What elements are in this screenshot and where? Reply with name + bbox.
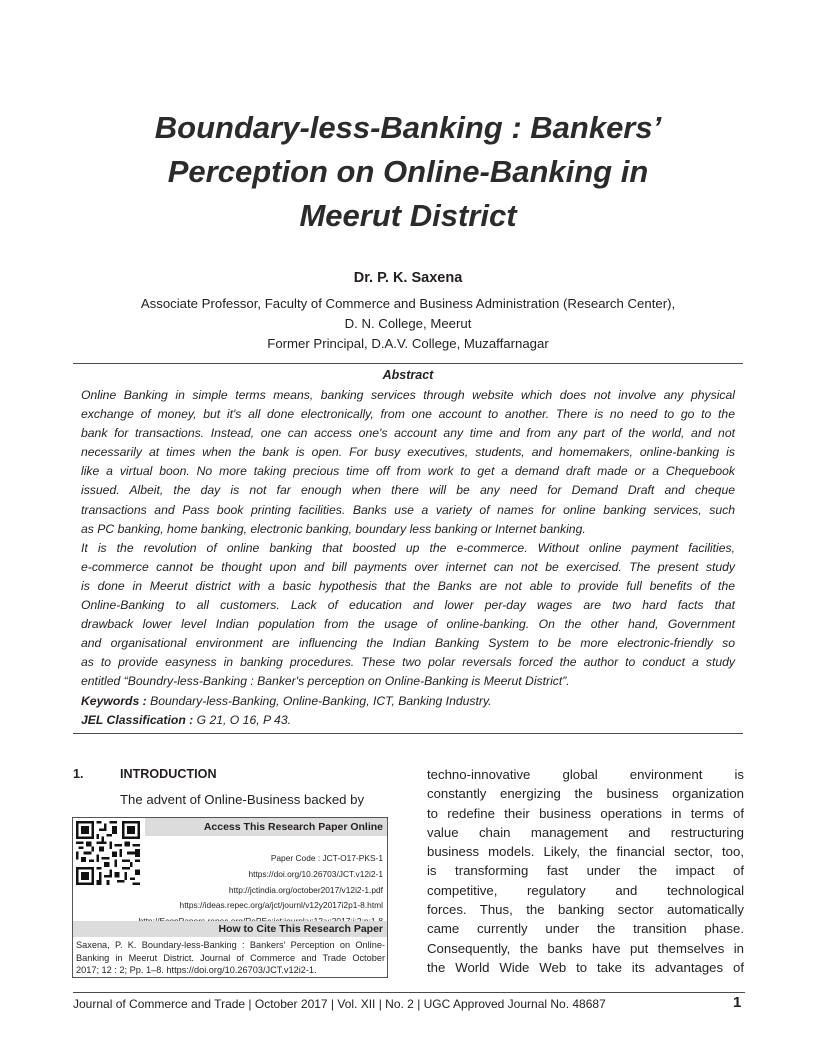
abstract-line: bank for transactions. Instead, one can access one's account any time and from any part of the world, and not xyxy=(81,426,735,441)
doi-link[interactable]: https://doi.org/10.26703/JCT.v12i2-1 xyxy=(248,868,383,879)
abstract-line: issued. Albeit, the day is not far enough when there will be any need for Demand Draft and cheque xyxy=(81,483,735,498)
body-line: value chain management and restructuring xyxy=(427,824,744,840)
citation-line: Banking in Meerut District. Journal of Commerce and Trade October xyxy=(76,952,385,963)
section-title: INTRODUCTION xyxy=(120,767,217,781)
access-paper-box xyxy=(72,817,388,978)
intro-first-line: The advent of Online-Business backed by xyxy=(120,792,365,807)
repec-link[interactable]: https://ideas.repec.org/a/jct/journl/v12y2017i2p1-8.html xyxy=(179,900,383,911)
abstract-line: It is the revolution of online banking that boosted up the e-commerce. Without online payment facilities, xyxy=(81,540,735,555)
paper-code: Paper Code : JCT-O17-PKS-1 xyxy=(270,853,383,863)
body-line: the World Wide Web to take its advantages of xyxy=(427,959,744,975)
title-line: Meerut District xyxy=(299,198,517,233)
body-line: constantly energizing the business organization xyxy=(427,786,744,802)
citation-text xyxy=(76,939,385,977)
body-line: Consequently, the banks have put themselves in xyxy=(427,940,744,956)
affiliation-line: Former Principal, D.A.V. College, Muzaffarnagar xyxy=(267,336,549,351)
title-line: Perception on Online-Banking in xyxy=(167,154,649,189)
author-name: Dr. P. K. Saxena xyxy=(353,270,463,286)
abstract-line: as PC banking, home banking, electronic banking, boundary less banking or Internet banking. xyxy=(81,521,586,536)
abstract-bottom-rule xyxy=(73,733,743,734)
abstract-line: transactions and Pass book printing facilities. Banks use a variety of names for online banking services, such xyxy=(81,502,735,517)
section-number: 1. xyxy=(73,767,84,781)
abstract-line: Online Banking in simple terms means, banking services through website which does not involve any physical xyxy=(81,388,735,402)
footer-rule xyxy=(73,992,745,993)
body-line: techno-innovative global environment is xyxy=(427,767,744,782)
body-line: to redefine their business operations in terms of xyxy=(427,805,744,821)
title-line: Boundary-less-Banking : Bankers’ xyxy=(154,110,662,145)
keywords-label: Keywords : xyxy=(81,693,147,708)
abstract-line: is done in Meerut district with a basic hypothesis that the Banks are not able to provide full benefits of the xyxy=(81,578,735,593)
paper-title xyxy=(100,106,716,238)
abstract-line: as to provide easyness in banking procedures. These two polar reversals forced the author to conduct a study xyxy=(81,655,735,670)
citation-line: 2017; 12 : 2; Pp. 1–8. https://doi.org/10.26703/JCT.v12i2-1. xyxy=(76,965,317,976)
abstract-body xyxy=(81,386,735,730)
body-line: forces. Thus, the banking sector automatically xyxy=(427,902,744,918)
citation-line: Saxena, P. K. Boundary-less-Banking : Bankers' Perception on Online- xyxy=(76,940,385,950)
body-line: business models. Likely, the financial sector, too, xyxy=(427,844,744,860)
affiliation-line: Associate Professor, Faculty of Commerce and Business Administration (Research Center), xyxy=(140,296,676,311)
right-column-text xyxy=(427,765,744,977)
body-line: came currently under the transition phase. xyxy=(427,921,744,937)
page-number: 1 xyxy=(733,994,742,1011)
section-heading xyxy=(73,767,217,781)
pdf-link[interactable]: http://jctindia.org/october2017/v12i2-1.pdf xyxy=(228,884,383,895)
jel-text: G 21, O 16, P 43. xyxy=(193,712,291,727)
abstract-line: exchange of money, but it's all done electronically, from one account to another. There is no need to go to the xyxy=(81,407,735,422)
abstract-top-rule xyxy=(73,363,743,364)
affiliation xyxy=(0,294,816,354)
journal-footer: Journal of Commerce and Trade | October 2017 | Vol. XII | No. 2 | UGC Approved Journal No. 48687 xyxy=(73,997,606,1011)
body-line: is transforming fast under the impact of xyxy=(427,863,744,879)
keywords-text: Boundary-less-Banking, Online-Banking, ICT, Banking Industry. xyxy=(146,693,492,708)
abstract-line: necessarily at times when the bank is open. For busy executives, students, and homemakers, online-banking is xyxy=(81,445,735,460)
body-line: competitive, regulatory and technological xyxy=(427,882,744,898)
affiliation-line: D. N. College, Meerut xyxy=(344,316,472,331)
access-box-title: Access This Research Paper Online xyxy=(145,818,387,836)
jel-classification xyxy=(81,711,735,730)
abstract-line: e-commerce cannot be thought upon and bill payments over internet can not be exercised. The present study xyxy=(81,559,735,574)
jel-label: JEL Classification : xyxy=(81,712,194,727)
abstract-heading: Abstract xyxy=(382,368,434,382)
abstract-line: Online-Banking to all customers. Lack of education and lower per-day wages are two hard facts that xyxy=(81,598,735,613)
abstract-line: and organisational environment are influencing the Indian Banking System to be more electronic-friendly so xyxy=(81,636,735,651)
access-links xyxy=(83,851,383,930)
keywords xyxy=(81,692,735,711)
abstract-line: entitled “Boundry-less-Banking : Banker's perception on Online-Banking is Meerut District”. xyxy=(81,674,570,689)
cite-box-title: How to Cite This Research Paper xyxy=(73,921,387,937)
abstract-line: like a virtual boon. No more taking precious time off from work to get a demand draft made or a Chequebook xyxy=(81,464,735,479)
abstract-line: drawback lower level Indian population from the usage of online-banking. On the other hand, Government xyxy=(81,617,735,632)
